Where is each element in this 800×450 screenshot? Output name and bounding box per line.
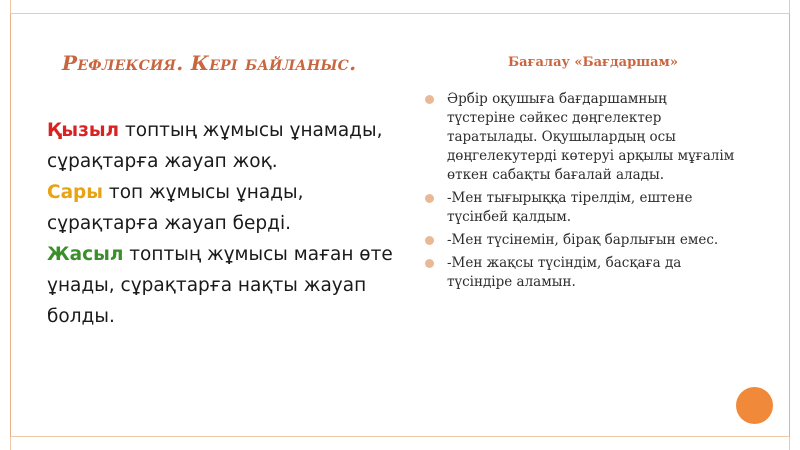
list-item-text: -Мен тығырыққа тірелдім, ештене түсінбей қалдым. (447, 190, 693, 225)
right-title: Бағалау «Бағдаршам» (508, 55, 678, 70)
bullet-dot-icon (425, 194, 434, 203)
item-yellow (47, 177, 397, 239)
keyword-green: Жасыл (47, 244, 124, 265)
keyword-red: Қызыл (47, 120, 120, 141)
list-item (425, 90, 735, 185)
frame-bottom-edge (10, 437, 790, 450)
item-green (47, 239, 397, 332)
item-yellow-text: топ жұмысы ұнады, сұрақтарға жауап берді. (47, 182, 304, 234)
list-item (425, 189, 735, 227)
left-title: Рефлексия. Кері байланыс. (62, 51, 357, 75)
item-red (47, 115, 397, 177)
left-body (47, 115, 397, 332)
slide (10, 13, 790, 437)
item-green-text: топтың жұмысы маған өте ұнады, сұрақтарға нақты жауап болды. (47, 244, 393, 327)
frame-top-edge (10, 0, 790, 13)
list-item-text: Әрбір оқушыға бағдаршамның түстеріне сәйкес дөңгелектер таратылады. Оқушылардың осы дөңгелекутерді көтеруі арқылы мұғалім өткен сабақты бағалай алады. (447, 91, 735, 183)
bullet-dot-icon (425, 259, 434, 268)
keyword-yellow: Сары (47, 182, 104, 203)
list-item-text: -Мен жақсы түсіндім, басқаға да түсіндіре аламын. (447, 255, 682, 290)
bullet-dot-icon (425, 236, 434, 245)
list-item (425, 254, 735, 292)
list-item-text: -Мен түсінемін, бірақ барлығын емес. (447, 232, 719, 248)
right-bullet-list (425, 90, 735, 296)
decorative-circle-icon (736, 387, 773, 424)
bullet-dot-icon (425, 95, 434, 104)
list-item (425, 231, 735, 250)
item-red-text: топтың жұмысы ұнамады, сұрақтарға жауап жоқ. (47, 120, 383, 172)
